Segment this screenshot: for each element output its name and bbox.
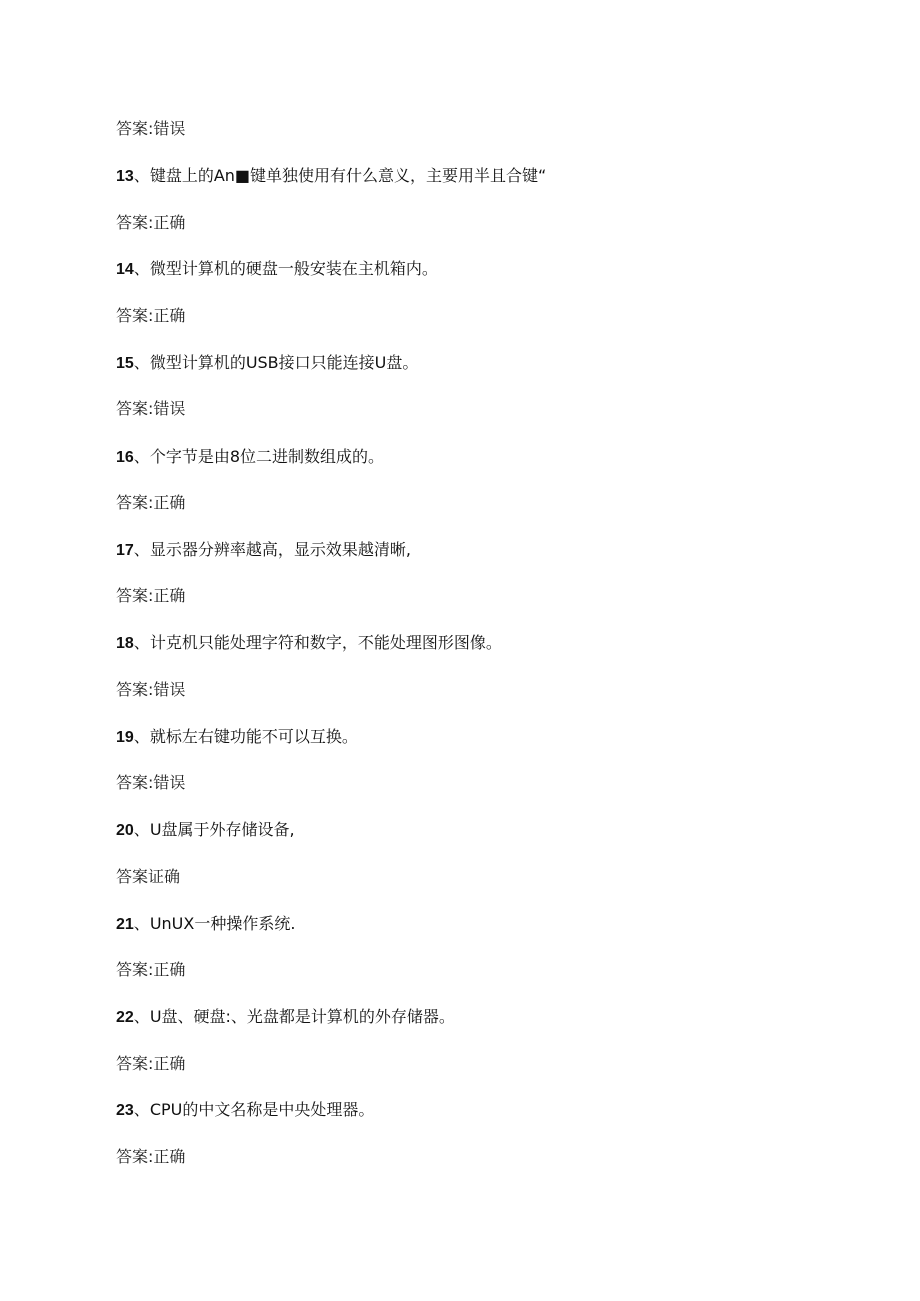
question-number: 19 [116,729,134,746]
question-23 [116,1099,374,1122]
question-separator: 、 [133,259,150,278]
question-14 [116,258,438,281]
question-text: U盘、硬盘:、光盘都是计算机的外存储器。 [149,1007,455,1026]
question-separator: 、 [133,820,150,839]
question-separator: 、 [133,447,150,466]
question-number: 20 [116,822,134,839]
question-number: 13 [116,168,134,185]
question-22 [116,1006,455,1029]
question-17 [116,539,411,562]
answer-text: 答案:正确 [116,306,186,325]
answer-line [116,679,185,701]
question-number: 16 [116,449,134,466]
answer-line [116,772,185,794]
answer-line [116,305,185,327]
question-18 [116,632,502,655]
question-text: 微型计算机的硬盘一般安装在主机箱内。 [149,259,438,278]
question-number: 15 [116,355,134,372]
answer-text: 答案:错误 [116,399,186,418]
answer-line [116,118,185,140]
answer-text: 答案:错误 [116,119,186,138]
question-text: UnUX一种操作系统. [149,914,296,933]
question-text: 微型计算机的USB接口只能连接U盘。 [149,353,419,372]
answer-text: 答案:正确 [116,586,186,605]
question-21 [116,913,295,936]
question-20 [116,819,295,842]
question-13 [116,165,546,188]
answer-line [116,866,180,888]
question-19 [116,726,358,749]
question-number: 14 [116,261,134,278]
question-separator: 、 [133,540,150,559]
question-separator: 、 [133,166,150,185]
answer-text: 答案:错误 [116,773,186,792]
question-text: CPU的中文名称是中央处理器。 [149,1100,375,1119]
answer-line [116,959,185,981]
answer-text: 答案:正确 [116,1147,186,1166]
question-16 [116,446,384,469]
question-separator: 、 [133,1100,150,1119]
question-text: 就标左右键功能不可以互换。 [149,727,358,746]
question-text: 键盘上的An■键单独使用有什么意义，主要用半且合键“ [149,166,547,185]
question-separator: 、 [133,353,150,372]
question-text: 个字节是由8位二进制数组成的。 [149,447,384,466]
answer-text: 答案:正确 [116,960,186,979]
question-number: 21 [116,916,134,933]
answer-line [116,1146,185,1168]
question-separator: 、 [133,914,150,933]
question-separator: 、 [133,1007,150,1026]
answer-line [116,585,185,607]
question-text: 显示器分辨率越高，显示效果越清晰, [149,540,411,559]
question-number: 18 [116,635,134,652]
answer-text: 答案:正确 [116,213,186,232]
answer-text: 答案:错误 [116,680,186,699]
question-15 [116,352,418,375]
question-text: U盘属于外存储设备, [149,820,295,839]
answer-text: 答案:正确 [116,1054,186,1073]
question-text: 计克机只能处理字符和数字，不能处理图形图像。 [149,633,502,652]
question-number: 17 [116,542,134,559]
question-separator: 、 [133,727,150,746]
answer-text: 答案证确 [116,867,181,886]
question-number: 22 [116,1009,134,1026]
answer-line [116,398,185,420]
answer-line [116,1053,185,1075]
question-separator: 、 [133,633,150,652]
answer-line [116,492,185,514]
question-number: 23 [116,1102,134,1119]
answer-line [116,212,185,234]
answer-text: 答案:正确 [116,493,186,512]
